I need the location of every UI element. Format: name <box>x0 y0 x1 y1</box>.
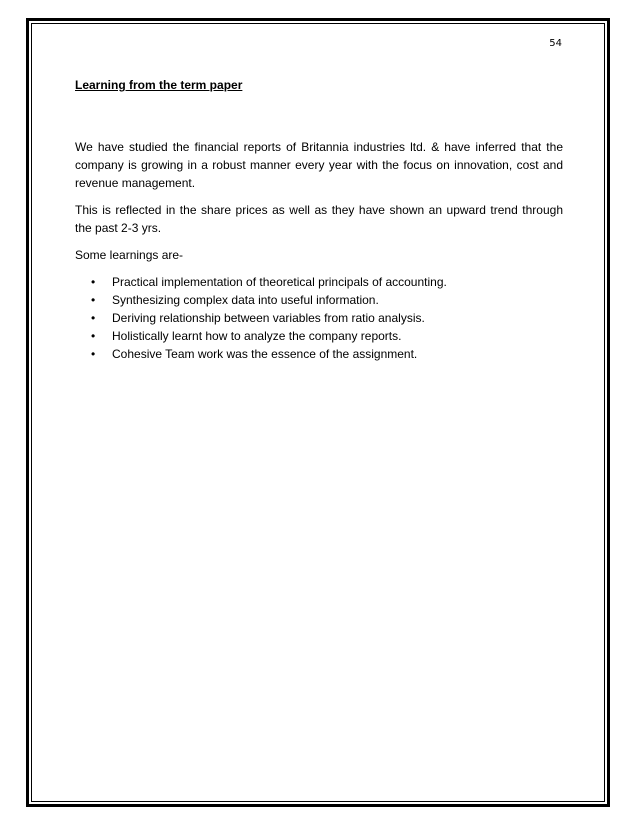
list-item-text: Holistically learnt how to analyze the company reports. <box>112 329 402 343</box>
list-item-text: Deriving relationship between variables from ratio analysis. <box>112 311 425 325</box>
paragraph-intro: We have studied the financial reports of Britannia industries ltd. & have inferred that the company is growing in a robust manner every year with the focus on innovation, cost and revenue management. <box>75 140 563 190</box>
list-item <box>75 273 563 291</box>
bullet-icon: • <box>91 311 96 325</box>
bullet-icon: • <box>91 347 96 361</box>
list-item <box>75 291 563 309</box>
list-item-text: Practical implementation of theoretical principals of accounting. <box>112 275 447 289</box>
list-item <box>75 309 563 327</box>
section-heading: Learning from the term paper <box>75 78 243 92</box>
bullet-icon: • <box>91 293 96 307</box>
paragraph-learnings-lead: Some learnings are- <box>75 248 184 262</box>
learnings-list <box>75 273 563 363</box>
page-content <box>75 76 563 363</box>
list-item <box>75 345 563 363</box>
bullet-icon: • <box>91 329 96 343</box>
list-item <box>75 327 563 345</box>
bullet-icon: • <box>91 275 96 289</box>
paragraph-share-prices: This is reflected in the share prices as well as they have shown an upward trend through the past 2-3 yrs. <box>75 203 563 235</box>
list-item-text: Synthesizing complex data into useful information. <box>112 293 379 307</box>
list-item-text: Cohesive Team work was the essence of the assignment. <box>112 347 418 361</box>
page-number: 54 <box>549 38 562 49</box>
